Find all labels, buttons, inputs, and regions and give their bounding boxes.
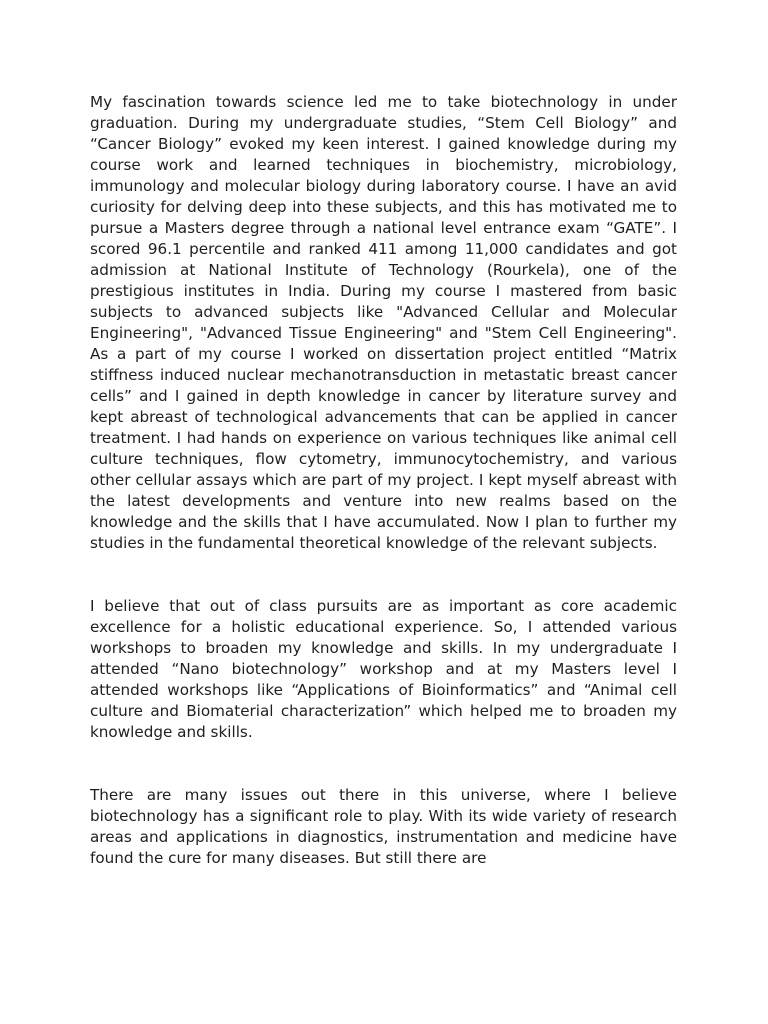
- paragraph-2: I believe that out of class pursuits are as important as core academic excellence for a holistic educational experience. So, I attended various workshops to broaden my knowledge and skills. In my undergraduate I attended “Nano biotechnology” workshop and at my Masters level I attended workshops like “Applications of Bioinformatics” and “Animal cell culture and Biomaterial characterization” which helped me to broaden my knowledge and skills.: [90, 597, 677, 741]
- paragraph-3: There are many issues out there in this universe, where I believe biotechnology has a significant role to play. With its wide variety of research areas and applications in diagnostics, instrumentation and medicine have found the cure for many diseases. But still there are: [90, 786, 677, 867]
- paragraph-1: My fascination towards science led me to take biotechnology in under graduation. During my undergraduate studies, “Stem Cell Biology” and “Cancer Biology” evoked my keen interest. I gained knowledge during my course work and learned techniques in biochemistry, microbiology, immunology and molecular biology during laboratory course. I have an avid curiosity for delving deep into these subjects, and this has motivated me to pursue a Masters degree through a national level entrance exam “GATE”. I scored 96.1 percentile and ranked 411 among 11,000 candidates and got admission at National Institute of Technology (Rourkela), one of the prestigious institutes in India. During my course I mastered from basic subjects to advanced subjects like "Advanced Cellular and Molecular Engineering", "Advanced Tissue Engineering" and "Stem Cell Engineering". As a part of my course I worked on dissertation project entitled “Matrix stiffness induced nuclear mechanotransduction in metastatic breast cancer cells” and I gained in depth knowledge in cancer by literature survey and kept abreast of technological advancements that can be applied in cancer treatment. I had hands on experience on various techniques like animal cell culture techniques, flow cytometry, immunocytochemistry, and various other cellular assays which are part of my project. I kept myself abreast with the latest developments and venture into new realms based on the knowledge and the skills that I have accumulated. Now I plan to further my studies in the fundamental theoretical knowledge of the relevant subjects.: [90, 93, 677, 552]
- document-body: [90, 92, 677, 869]
